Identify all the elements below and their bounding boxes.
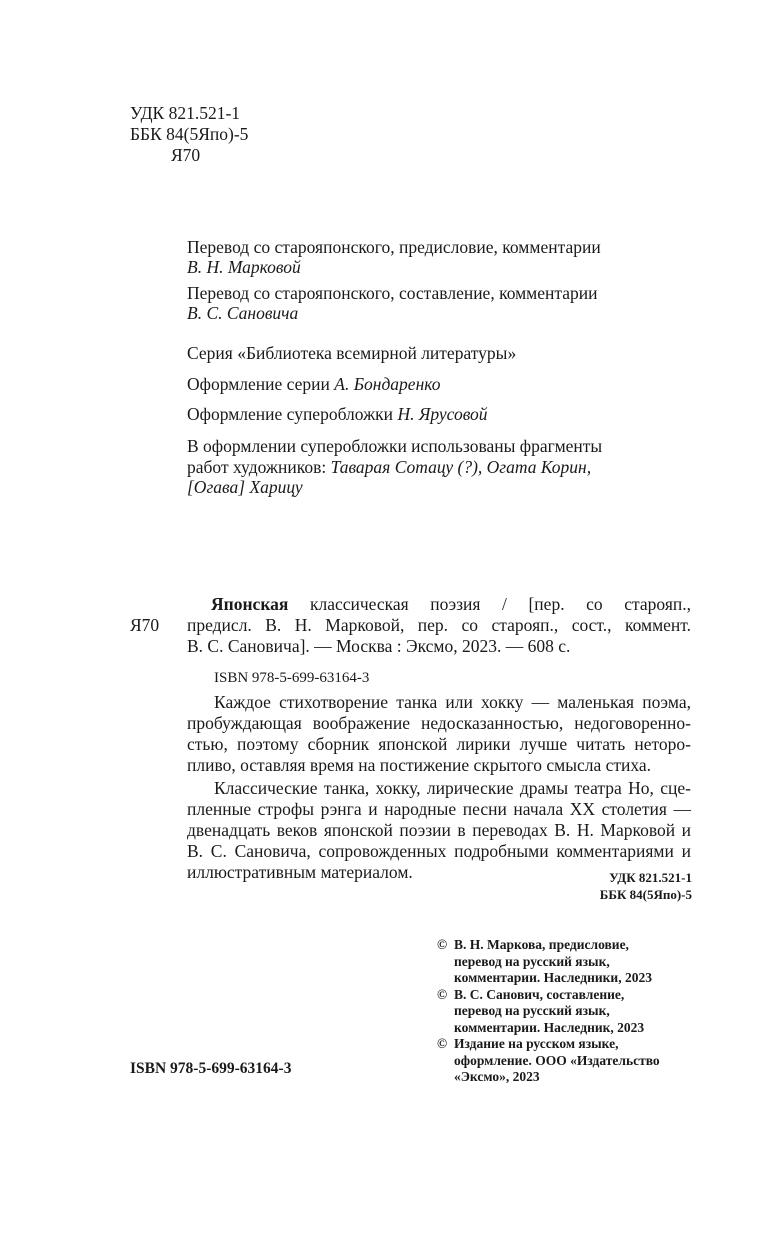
copyright-line: В. Н. Маркова, предисловие, [454,937,629,952]
copyright-entry [437,987,699,1037]
cover-fragments-artists: Таварая Сотацу (?), Огата Корин, [330,457,592,477]
isbn-bottom: ISBN 978-5-699-63164-3 [130,1060,292,1077]
series-design-name: А. Бондаренко [334,374,441,394]
cover-fragments-line-3: [Огава] Харицу [187,477,303,497]
translator-2: В. С. Сановича [187,303,299,323]
translation-credit-2: Перевод со старояпонского, составление, комментарии [187,283,598,303]
catalog-title-bold: Японская [211,594,289,614]
catalog-isbn: ISBN 978-5-699-63164-3 [214,670,370,686]
series-title: Серия «Библиотека всемирной литературы» [187,343,517,363]
catalog-line-3: В. С. Сановича]. — Москва : Эксмо, 2023. — 608 с. [187,636,571,656]
copyright-entry [437,1036,699,1086]
udk-code: УДК 821.521-1 [130,103,241,123]
annotation-p2-line: иллюстративным материалом. [187,862,413,882]
copyright-line: комментарии. Наследник, 2023 [454,1019,645,1035]
bbk-code-bottom: ББК 84(5Япо)-5 [599,887,692,902]
translation-credit-1: Перевод со старояпонского, предисловие, комментарии [187,237,601,257]
bbk-code: ББК 84(5Япо)-5 [130,124,249,144]
catalog-title-rest: классическая поэзия / [пер. со старояп., [309,594,691,614]
annotation-p1-line: пробуждающая воображение недосказанностью, недоговоренно- [187,713,691,733]
author-mark: Я70 [171,145,201,165]
copyright-line: оформление. ООО «Издательство [454,1052,660,1068]
cover-fragments-label: работ художников: [187,457,327,477]
annotation-p2-line: В. С. Сановича, сопровожденных подробными комментариями и [187,841,691,861]
translator-1: В. Н. Марковой [187,257,301,277]
copyright-line: Издание на русском языке, [454,1036,619,1051]
copyright-block [437,937,699,1086]
cover-fragments-line-2 [187,457,591,478]
series-design-credit [187,374,441,395]
cover-design-credit [187,404,488,425]
copyright-symbol: © [437,1036,448,1051]
copyright-line: перевод на русский язык, [454,1003,610,1018]
annotation-p2-line: двенадцать веков японской поэзии в переводах В. Н. Марковой и [187,820,691,840]
annotation-p1-line: Каждое стихотворение танка или хокку — маленькая поэма, [214,692,691,712]
copyright-entry [437,937,699,987]
cover-design-label: Оформление суперобложки [187,404,394,424]
copyright-symbol: © [437,937,448,952]
annotation-p2-line: Классические танка, хокку, лирические драмы театра Но, сце- [214,778,691,798]
copyright-line: В. С. Санович, составление, [454,986,625,1002]
series-design-label: Оформление серии [187,374,330,394]
copyright-symbol: © [437,986,448,1002]
cover-fragments-line-1: В оформлении суперобложки использованы фрагменты [187,436,603,456]
cover-design-name: Н. Ярусовой [397,404,488,424]
copyright-line: комментарии. Наследники, 2023 [454,970,652,985]
catalog-line-1 [187,594,691,615]
udk-code-bottom: УДК 821.521-1 [609,870,692,885]
annotation-p1-line: пливо, оставляя время на постижение скрытого смысла стиха. [187,755,652,775]
catalog-line-2: предисл. В. Н. Марковой, пер. со старояп., сост., коммент. [187,615,691,635]
catalog-mark: Я70 [130,615,160,635]
copyright-line: перевод на русский язык, [454,953,610,969]
annotation-p2-line: пленные строфы рэнга и народные песни начала XX столетия — [187,799,691,819]
copyright-line: «Эксмо», 2023 [454,1069,540,1084]
annotation-p1-line: стью, поэтому сборник японской лирики лучше читать неторо- [187,734,691,754]
